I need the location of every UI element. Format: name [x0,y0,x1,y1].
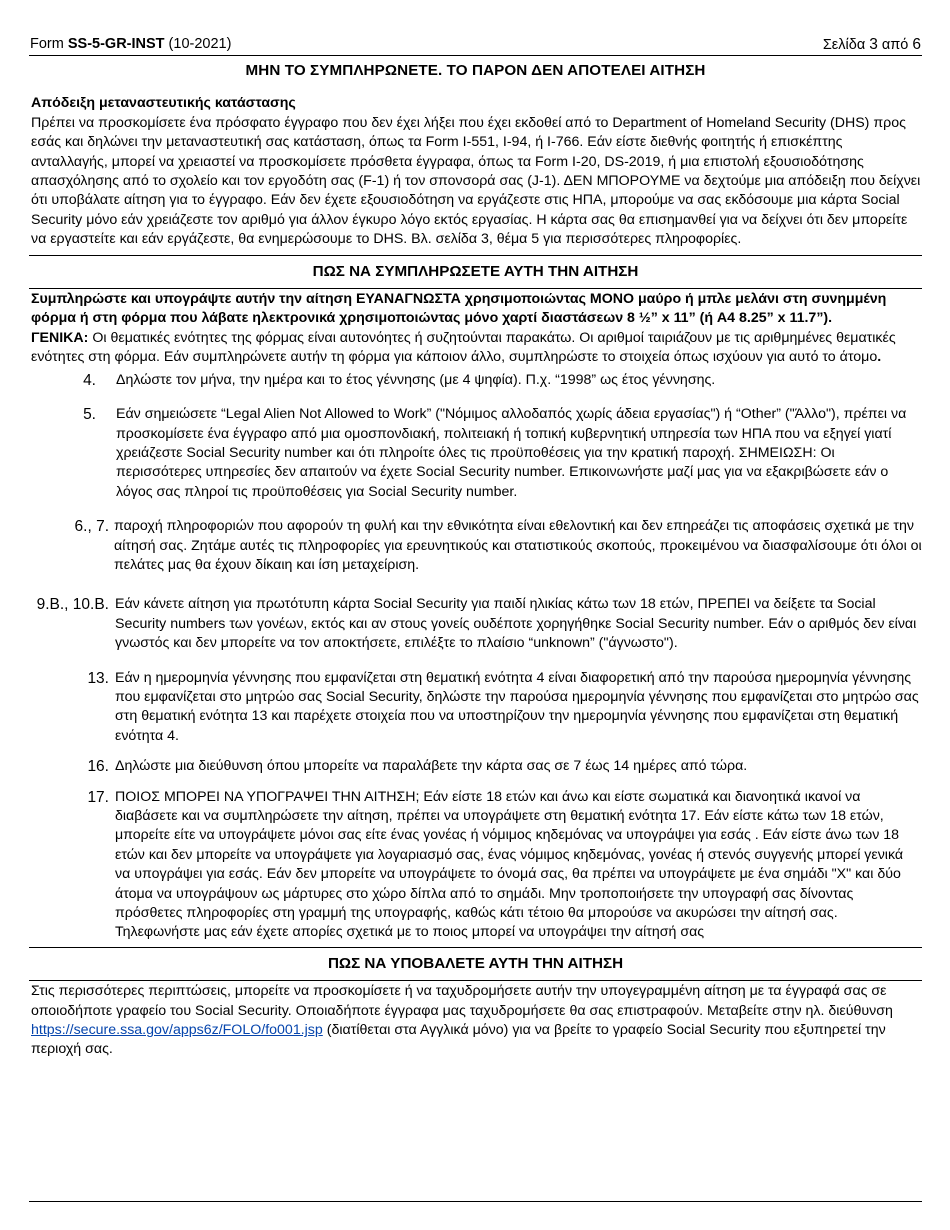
page-content [29,56,922,1060]
item-number: 16. [87,758,109,776]
item-number: 6., 7. [74,518,109,536]
item-text: Δηλώστε μια διεύθυνση όπου μπορείτε να παραλάβετε την κάρτα σας σε 7 έως 14 ημέρες από τώρα. [115,758,748,775]
completion-instructions: Συμπληρώστε και υπογράψτε αυτήν την αίτηση ΕΥΑΝΑΓΝΩΣΤΑ χρησιμοποιώντας ΜΟΝΟ μαύρο ή μπλε μελάνι στη συνημμένη φόρμα ή στη φόρμα που λάβατε ηλεκτρονικά χρησιμοποιώντας μόνο χαρτί διαστάσεων 8 ½” x 11” (ή A4 8.25” x 11.7”). [31,291,887,327]
item-number: 9.B., 10.B. [36,596,109,614]
item-number: 13. [87,669,109,687]
not-an-application-banner: ΜΗΝ ΤΟ ΣΥΜΠΛΗΡΩΝΕΤΕ. ΤΟ ΠΑΡΟΝ ΔΕΝ ΑΠΟΤΕΛΕΙ ΑΙΤΗΣΗ [245,62,706,79]
page-total: 6 [912,36,921,53]
footer-divider [29,1201,922,1202]
item-4 [29,371,922,390]
immigration-status-heading: Απόδειξη μεταναστευτικής κατάστασης [31,95,296,112]
item-text: Εάν σημειώσετε “Legal Alien Not Allowed to Work” ("Νόμιμος αλλοδαπός χωρίς άδεια εργασίας") ή “Other” ("Άλλο"), πρέπει να προσκομίσετε ένα έγγραφο από μια ομοσπονδιακή, πολιτειακή ή τοπική κυβερνητική υπηρεσία των ΗΠΑ που να εξηγεί γιατί χρειάζεστε Social Security number και ότι πληροίτε όλες τις προϋποθέσεις για την κρατική παροχή. ΣΗΜΕΙΩΣΗ: Οι περισσότερες υπηρεσίες δεν απαιτούν να έχετε Social Security number. Επικοινωνήστε μαζί μας για να εξακριβώσετε εάν ο λόγος σας πληροί τις προϋποθέσεις για Social Security number. [116,406,907,500]
section-divider [29,980,922,981]
immigration-status-text: Πρέπει να προσκομίσετε ένα πρόσφατο έγγραφο που δεν έχει λήξει που έχει εκδοθεί από το Department of Homeland Security (DHS) προς εσάς και δηλώνει την μεταναστευτική σας κατάσταση, όπως τα Form I-551, I-94, ή I-766. Εάν είστε διεθνής φοιτητής ή επισκέπτης ανταλλαγής, μπορεί να χρειαστεί να προσκομίσετε πρόσθετα έγγραφα, όπως τα Form I-20, DS-2019, ή μια επιστολή εξουσιοδότησης απασχόλησης από το σχολείο και τον εργοδότη σας (F-1) ή τον σπονσορά σας (J-1). ΔΕΝ ΜΠΟΡΟΥΜΕ να δεχτούμε μια απόδειξη που δείχνει ότι υποβάλατε αίτηση για το έγγραφο. Εάν δεν έχετε εξουσιοδότηση να εργάζεστε στις ΗΠΑ, μπορούμε να σας εκδόσουμε μια κάρτα Social Security μόνο εάν χρειάζεστε τον αριθμό για άλλον έγκυρο λόγο εκτός εργασίας. Η κάρτα σας θα επισημανθεί για να δείχνει ότι δεν μπορείτε να εργαστείτε και εάν εργάζεστε, θα ενημερώσουμε το DHS. Βλ. σελίδα 3, θέμα 5 για περισσότερες πληροφορίες. [31,114,921,248]
item-16 [29,757,922,776]
section-divider [29,288,922,289]
item-text: ΠΟΙΟΣ ΜΠΟΡΕΙ ΝΑ ΥΠΟΓΡΑΨΕΙ ΤΗΝ ΑΙΤΗΣΗ; Εάν είστε 18 ετών και άνω και είστε σωματικά και διανοητικά ικανοί να διαβάσετε και να συμπληρώσετε την αίτηση, πρέπει να υπογράψετε στη θεματική ενότητα 17. Εάν είστε κάτω των 18 ετών, μπορείτε είτε να υπογράψετε μόνοι σας είτε ένας γονέας ή νόμιμος κηδεμόνας να υπογράψει για εσάς . Εάν είστε άνω των 18 ετών και δεν μπορείτε να υπογράψετε για λογαριασμό σας, ένας νόμιμος κηδεμόνας, γονέας ή στενός συγγενής μπορεί γενικά να υπογράψει για εσάς. Εάν δεν μπορείτε να υπογράψετε το όνομά σας, θα πρέπει να υπογράψετε με ένα σημάδι "X" και δύο άτομα να υπογράψουν ως μάρτυρες στο χώρο δίπλα από το σημάδι. Μην τροποποιήσετε την υπογραφή σας δίνοντας πρόσθετες πληροφορίες στη γραμμή της υπογραφής, καθώς κάτι τέτοιο θα μπορούσε να ακυρώσει την αίτησή σας. Τηλεφωνήστε μας εάν έχετε απορίες σχετικά με το ποιος μπορεί να υπογράψει την αίτησή σας [115,788,904,941]
office-locator-link[interactable]: https://secure.ssa.gov/apps6z/FOLO/fo001.jsp [31,1022,323,1039]
page-number: 3 [869,36,878,53]
item-13 [29,669,922,747]
form-code: SS-5-GR-INST [67,36,165,52]
item-number: 4. [83,371,96,389]
item-text: παροχή πληροφοριών που αφορούν τη φυλή και την εθνικότητα είναι εθελοντική και δεν επηρεάζει τις αποφάσεις σχετικά με την αίτησή σας. Ζητάμε αυτές τις πληροφορίες για ερευνητικούς και στατιστικούς σκοπούς, προκειμένου να διασφαλίσουμε ότι όλοι οι πελάτες μας θα έχουν δίκαιη και ίση μεταχείριση. [114,518,922,573]
general-note: ΓΕΝΙΚΑ: Οι θεματικές ενότητες της φόρμας είναι αυτονόητες ή συζητούνται παρακάτω. Οι αριθμοί ταιριάζουν με τις αριθμημένες θεματικές ενότητες στη φόρμα. Εάν συμπληρώνετε αυτήν τη φόρμα για κάποιον άλλο, συμπληρώστε το στοιχεία όπως ισχύουν για αυτό το άτομο. [31,329,896,366]
item-5 [29,405,922,502]
submission-text: Στις περισσότερες περιπτώσεις, μπορείτε να προσκομίσετε ή να ταχυδρομήσετε αυτήν την υπογεγραμμένη αίτηση με τα έγγραφά σας σε οποιοδήποτε γραφείο του Social Security. Οποιαδήποτε έγγραφα μας ταχυδρομήσετε θα σας επιστραφούν. Μεταβείτε στην ηλ. διεύθυνση https://secure.ssa.gov/apps6z/FOLO/fo001.jsp (διατίθεται στα Αγγλικά μόνο) για να βρείτε το γραφείο Social Security που εξυπηρετεί την περιοχή σας. [31,983,893,1058]
how-to-submit-heading: ΠΩΣ ΝΑ ΥΠΟΒΑΛΕΤΕ ΑΥΤΗ ΤΗΝ ΑΙΤΗΣΗ [327,954,624,972]
general-label: ΓΕΝΙΚΑ: [31,329,89,346]
item-text: Εάν κάνετε αίτηση για πρωτότυπη κάρτα Social Security για παιδί ηλικίας κάτω των 18 ετών, ΠΡΕΠΕΙ να δείξετε τα Social Security numbers των γονέων, εκτός και αν στους γονείς ουδέποτε χορηγήθηκε Social Security number. Εάν ο αριθμός δεν είναι γνωστός και δεν μπορείτε να τον αποκτήσετε, επιλέξτε το πλαίσιο “unknown” ("άγνωστο"). [115,596,917,652]
how-to-complete-heading: ΠΩΣ ΝΑ ΣΥΜΠΛΗΡΩΣΕΤΕ ΑΥΤΗ ΤΗΝ ΑΙΤΗΣΗ [312,262,639,280]
item-text: Δηλώστε τον μήνα, την ημέρα και το έτος γέννησης (με 4 ψηφία). Π.χ. “1998” ως έτος γέννησης. [116,371,716,388]
item-17 [29,788,922,943]
item-6-7 [29,517,922,575]
item-text: Εάν η ημερομηνία γέννησης που εμφανίζεται στη θεματική ενότητα 4 είναι διαφορετική από την παρούσα ημερομηνία γέννησης που εμφανίζεται στο μητρώο σας Social Security, δηλώστε την παρούσα ημερομηνία γέννησης που εμφανίζεται στο μητρώο σας στη θεματική ενότητα 13 και παρέχετε στοιχεία που να υποστηρίζουν την ημερομηνία γέννησης που εμφανίζεται στη θεματική ενότητα 4. [115,669,919,744]
page-indicator: Σελίδα 3 από 6 [822,36,921,53]
item-number: 17. [87,788,109,806]
form-identifier: Form SS-5-GR-INST (10-2021) [30,36,232,52]
item-number: 5. [83,406,96,424]
item-9b-10b [29,595,922,653]
page-header [29,35,922,56]
